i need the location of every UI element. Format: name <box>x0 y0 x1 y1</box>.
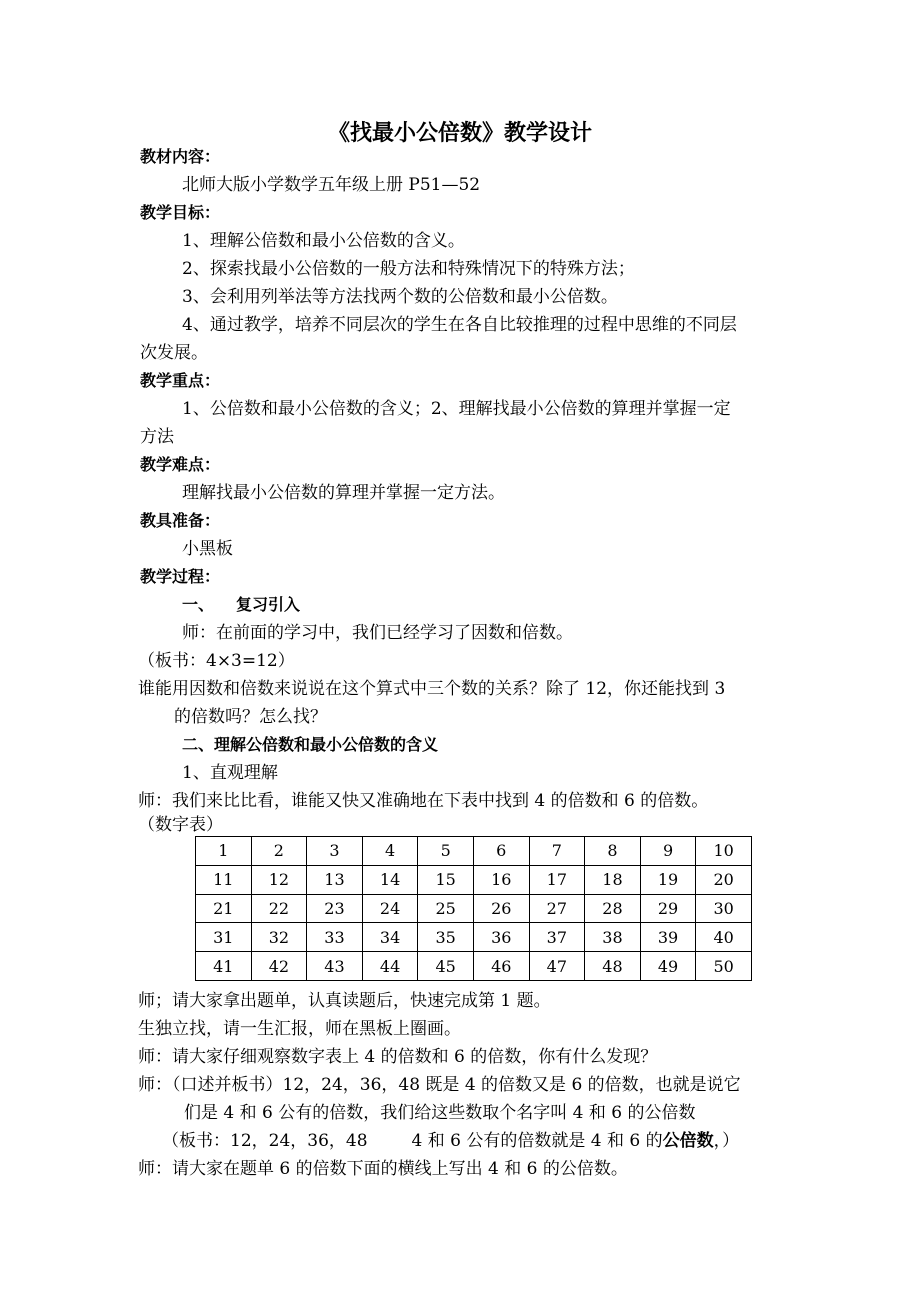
material-heading: 教材内容： <box>140 147 221 166</box>
goal-1: 1、理解公倍数和最小公倍数的含义。 <box>182 231 465 251</box>
table-cell: 10 <box>696 837 752 866</box>
table-cell: 16 <box>473 865 529 894</box>
table-cell: 21 <box>196 894 252 923</box>
table-cell: 24 <box>362 894 418 923</box>
paragraph <box>162 1130 739 1152</box>
table-row <box>196 894 752 923</box>
table-cell: 49 <box>640 952 696 981</box>
board-note-text: 4 和 6 公有的倍数就是 4 和 6 的 <box>411 1131 663 1151</box>
table-cell: 9 <box>640 837 696 866</box>
table-cell: 12 <box>251 865 307 894</box>
table-cell: 32 <box>251 923 307 952</box>
key-line1: 1、公倍数和最小公倍数的含义；2、理解找最小公倍数的算理并掌握一定 <box>182 399 731 419</box>
table-cell: 42 <box>251 952 307 981</box>
difficulty-heading: 教学难点： <box>140 455 221 474</box>
table-cell: 44 <box>362 952 418 981</box>
goal-4-line1: 4、通过教学，培养不同层次的学生在各自比较推理的过程中思维的不同层 <box>182 315 737 335</box>
table-cell: 5 <box>418 837 474 866</box>
tools-heading: 教具准备： <box>140 511 221 530</box>
table-cell: 35 <box>418 923 474 952</box>
table-cell: 17 <box>529 865 585 894</box>
process-heading: 教学过程： <box>140 567 221 586</box>
table-row <box>196 837 752 866</box>
table-cell: 7 <box>529 837 585 866</box>
table-cell: 13 <box>307 865 363 894</box>
table-cell: 2 <box>251 837 307 866</box>
table-cell: 48 <box>585 952 641 981</box>
table-cell: 36 <box>473 923 529 952</box>
part2-title: 二、理解公倍数和最小公倍数的含义 <box>182 735 439 754</box>
subheading: 1、直观理解 <box>182 763 278 783</box>
table-cell: 26 <box>473 894 529 923</box>
paragraph: 师：我们来比比看，谁能又快又准确地在下表中找到 4 的倍数和 6 的倍数。 <box>138 791 709 811</box>
paragraph: （板书：4×3=12） <box>138 651 295 671</box>
material-text: 北师大版小学数学五年级上册 P51—52 <box>182 175 481 195</box>
table-cell: 40 <box>696 923 752 952</box>
table-cell: 15 <box>418 865 474 894</box>
part1-title: 复习引入 <box>236 595 301 614</box>
table-cell: 29 <box>640 894 696 923</box>
table-cell: 1 <box>196 837 252 866</box>
table-row <box>196 923 752 952</box>
table-cell: 50 <box>696 952 752 981</box>
goal-2: 2、探索找最小公倍数的一般方法和特殊情况下的特殊方法； <box>182 259 635 279</box>
table-cell: 28 <box>585 894 641 923</box>
table-cell: 8 <box>585 837 641 866</box>
paragraph: 师：（口述并板书）12，24，36，48 既是 4 的倍数又是 6 的倍数，也就是说它 <box>138 1075 741 1095</box>
board-note-end: ，） <box>713 1131 740 1151</box>
number-table <box>195 836 752 981</box>
paragraph: 师；请大家拿出题单，认真读题后，快速完成第 1 题。 <box>138 991 551 1011</box>
table-cell: 4 <box>362 837 418 866</box>
table-cell: 19 <box>640 865 696 894</box>
table-cell: 34 <box>362 923 418 952</box>
bold-term: 公倍数 <box>662 1131 714 1151</box>
paragraph: 师：请大家在题单 6 的倍数下面的横线上写出 4 和 6 的公倍数。 <box>138 1159 628 1179</box>
table-row <box>196 952 752 981</box>
table-cell: 27 <box>529 894 585 923</box>
part1-number: 一、 <box>182 595 215 614</box>
difficulty-text: 理解找最小公倍数的算理并掌握一定方法。 <box>182 483 505 503</box>
paragraph: （数字表） <box>138 815 223 835</box>
table-cell: 38 <box>585 923 641 952</box>
board-note-numbers: （板书：12，24，36，48 <box>162 1131 368 1151</box>
table-cell: 3 <box>307 837 363 866</box>
table-cell: 22 <box>251 894 307 923</box>
table-cell: 30 <box>696 894 752 923</box>
table-cell: 14 <box>362 865 418 894</box>
paragraph: 们是 4 和 6 公有的倍数，我们给这些数取个名字叫 4 和 6 的公倍数 <box>184 1103 696 1123</box>
table-cell: 23 <box>307 894 363 923</box>
key-line2: 方法 <box>140 427 174 447</box>
table-row <box>196 865 752 894</box>
goals-heading: 教学目标： <box>140 203 221 222</box>
tools-text: 小黑板 <box>182 539 233 559</box>
paragraph: 生独立找，请一生汇报，师在黑板上圈画。 <box>138 1019 461 1039</box>
table-cell: 45 <box>418 952 474 981</box>
table-cell: 11 <box>196 865 252 894</box>
paragraph: 师：在前面的学习中，我们已经学习了因数和倍数。 <box>182 623 573 643</box>
table-cell: 47 <box>529 952 585 981</box>
page-title: 《找最小公倍数》教学设计 <box>327 121 592 146</box>
table-cell: 41 <box>196 952 252 981</box>
paragraph: 的倍数吗？怎么找？ <box>174 707 327 727</box>
table-cell: 33 <box>307 923 363 952</box>
table-cell: 6 <box>473 837 529 866</box>
paragraph: 谁能用因数和倍数来说说在这个算式中三个数的关系？除了 12，你还能找到 3 <box>138 679 726 699</box>
table-cell: 37 <box>529 923 585 952</box>
table-cell: 18 <box>585 865 641 894</box>
table-cell: 43 <box>307 952 363 981</box>
table-cell: 46 <box>473 952 529 981</box>
paragraph: 师：请大家仔细观察数字表上 4 的倍数和 6 的倍数，你有什么发现？ <box>138 1047 658 1067</box>
goal-4-line2: 次发展。 <box>140 343 208 363</box>
table-cell: 31 <box>196 923 252 952</box>
key-heading: 教学重点： <box>140 371 221 390</box>
table-cell: 25 <box>418 894 474 923</box>
table-cell: 39 <box>640 923 696 952</box>
goal-3: 3、会利用列举法等方法找两个数的公倍数和最小公倍数。 <box>182 287 618 307</box>
table-cell: 20 <box>696 865 752 894</box>
